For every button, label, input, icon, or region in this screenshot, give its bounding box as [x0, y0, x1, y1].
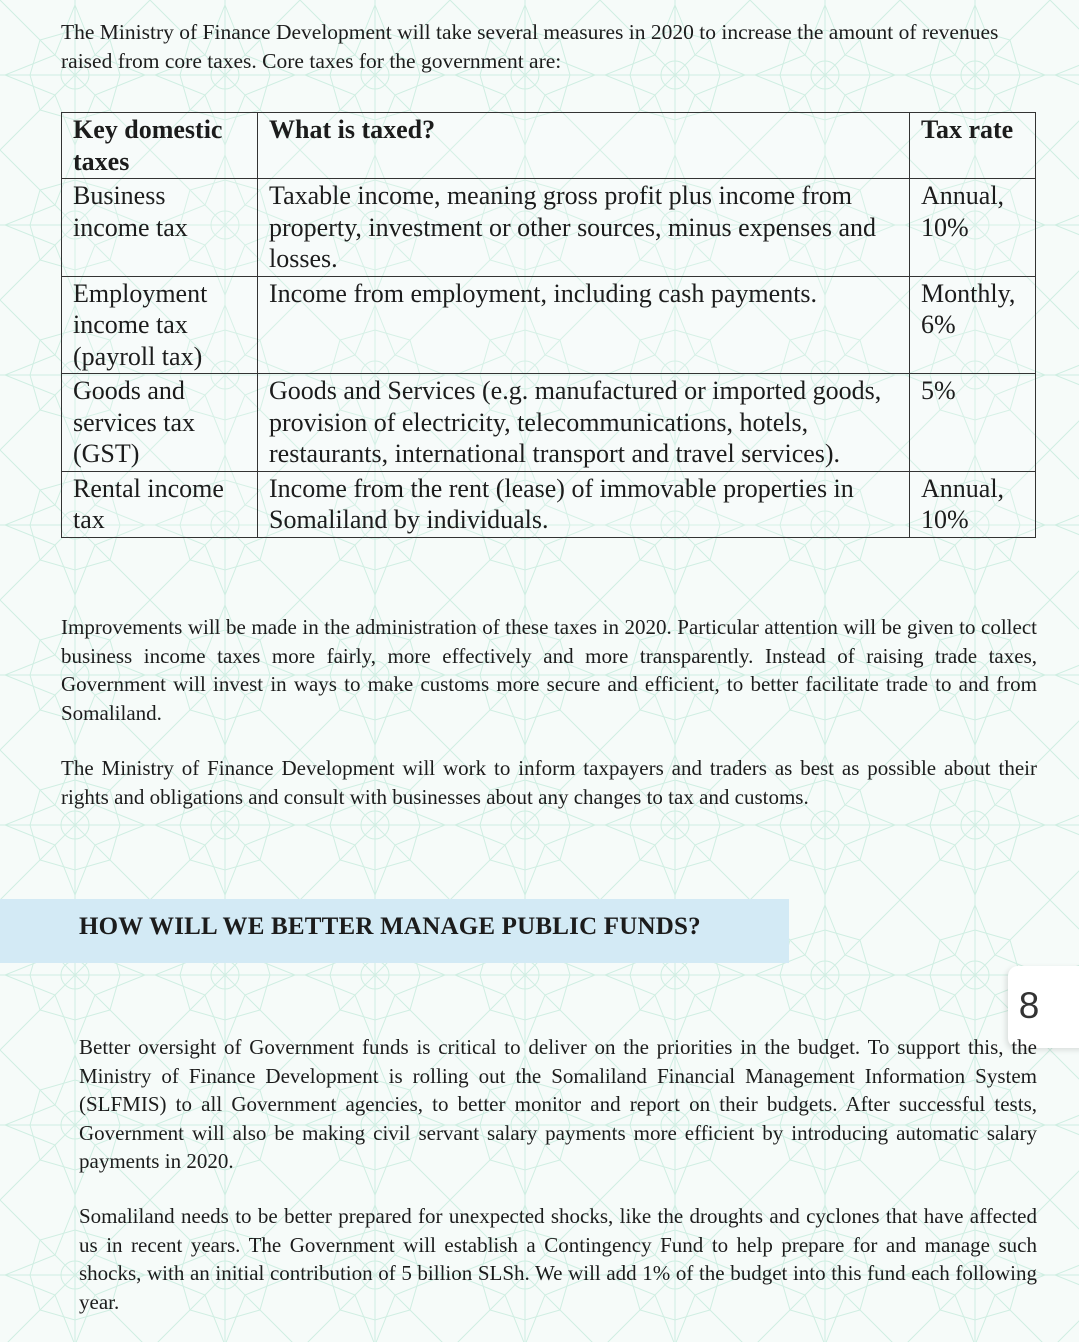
- contingency-fund-paragraph: Somaliland needs to be better prepared for unexpected shocks, like the droughts and cyclones that have affected us in recent years. The Government will establish a Contingency Fund to help prepare for and manage such shocks, with an initial contribution of 5 billion SLSh. We will add 1% of the budget into this fund each following year.: [79, 1204, 1037, 1314]
- oversight-paragraph: Better oversight of Government funds is critical to deliver on the priorities in the budget. To support this, the Ministry of Finance Development is rolling out the Somaliland Financial Management Information System (SLFMIS) to all Government agencies, to better monitor and report on their budgets. After successful tests, Government will also be making civil servant salary payments more efficient by introducing automatic salary payments in 2020.: [79, 1035, 1037, 1173]
- header-key-domestic-taxes: Key domestic taxes: [62, 113, 258, 179]
- tax-name-cell: Rental income tax: [62, 471, 258, 537]
- table-row: [62, 276, 1036, 374]
- header-tax-rate: Tax rate: [910, 113, 1036, 179]
- what-is-taxed-cell: Goods and Services (e.g. manufactured or imported goods, provision of electricity, telecommunications, hotels, restaurants, international transport and travel services).: [258, 374, 910, 472]
- table-row: [62, 179, 1036, 277]
- tax-rate-cell: 5%: [910, 374, 1036, 472]
- what-is-taxed-cell: Income from the rent (lease) of immovable properties in Somaliland by individuals.: [258, 471, 910, 537]
- tax-rate-cell: Monthly, 6%: [910, 276, 1036, 374]
- core-taxes-table: [61, 112, 1036, 538]
- page-number: 8: [1018, 985, 1040, 1026]
- table-row: [62, 374, 1036, 472]
- what-is-taxed-cell: Income from employment, including cash payments.: [258, 276, 910, 374]
- section-heading: HOW WILL WE BETTER MANAGE PUBLIC FUNDS?: [79, 913, 701, 940]
- tax-rate-cell: Annual, 10%: [910, 179, 1036, 277]
- table-row: [62, 471, 1036, 537]
- intro-paragraph: The Ministry of Finance Development will take several measures in 2020 to increase the amount of revenues raised from core taxes. Core taxes for the government are:: [61, 20, 999, 73]
- what-is-taxed-cell: Taxable income, meaning gross profit plus income from property, investment or other sources, minus expenses and losses.: [258, 179, 910, 277]
- tax-name-cell: Business income tax: [62, 179, 258, 277]
- header-what-is-taxed: What is taxed?: [258, 113, 910, 179]
- tax-administration-paragraph: Improvements will be made in the administration of these taxes in 2020. Particular attention will be given to collect business income taxes more fairly, more effectively and more transparently. Instead of raising trade taxes, Government will invest in ways to make customs more secure and efficient, to better facilitate trade to and from Somaliland.: [61, 615, 1037, 725]
- taxpayer-information-paragraph: The Ministry of Finance Development will work to inform taxpayers and traders as best as possible about their rights and obligations and consult with businesses about any changes to tax and customs.: [61, 756, 1037, 809]
- tax-name-cell: Goods and services tax (GST): [62, 374, 258, 472]
- tax-name-cell: Employment income tax (payroll tax): [62, 276, 258, 374]
- table-header-row: [62, 113, 1036, 179]
- tax-rate-cell: Annual, 10%: [910, 471, 1036, 537]
